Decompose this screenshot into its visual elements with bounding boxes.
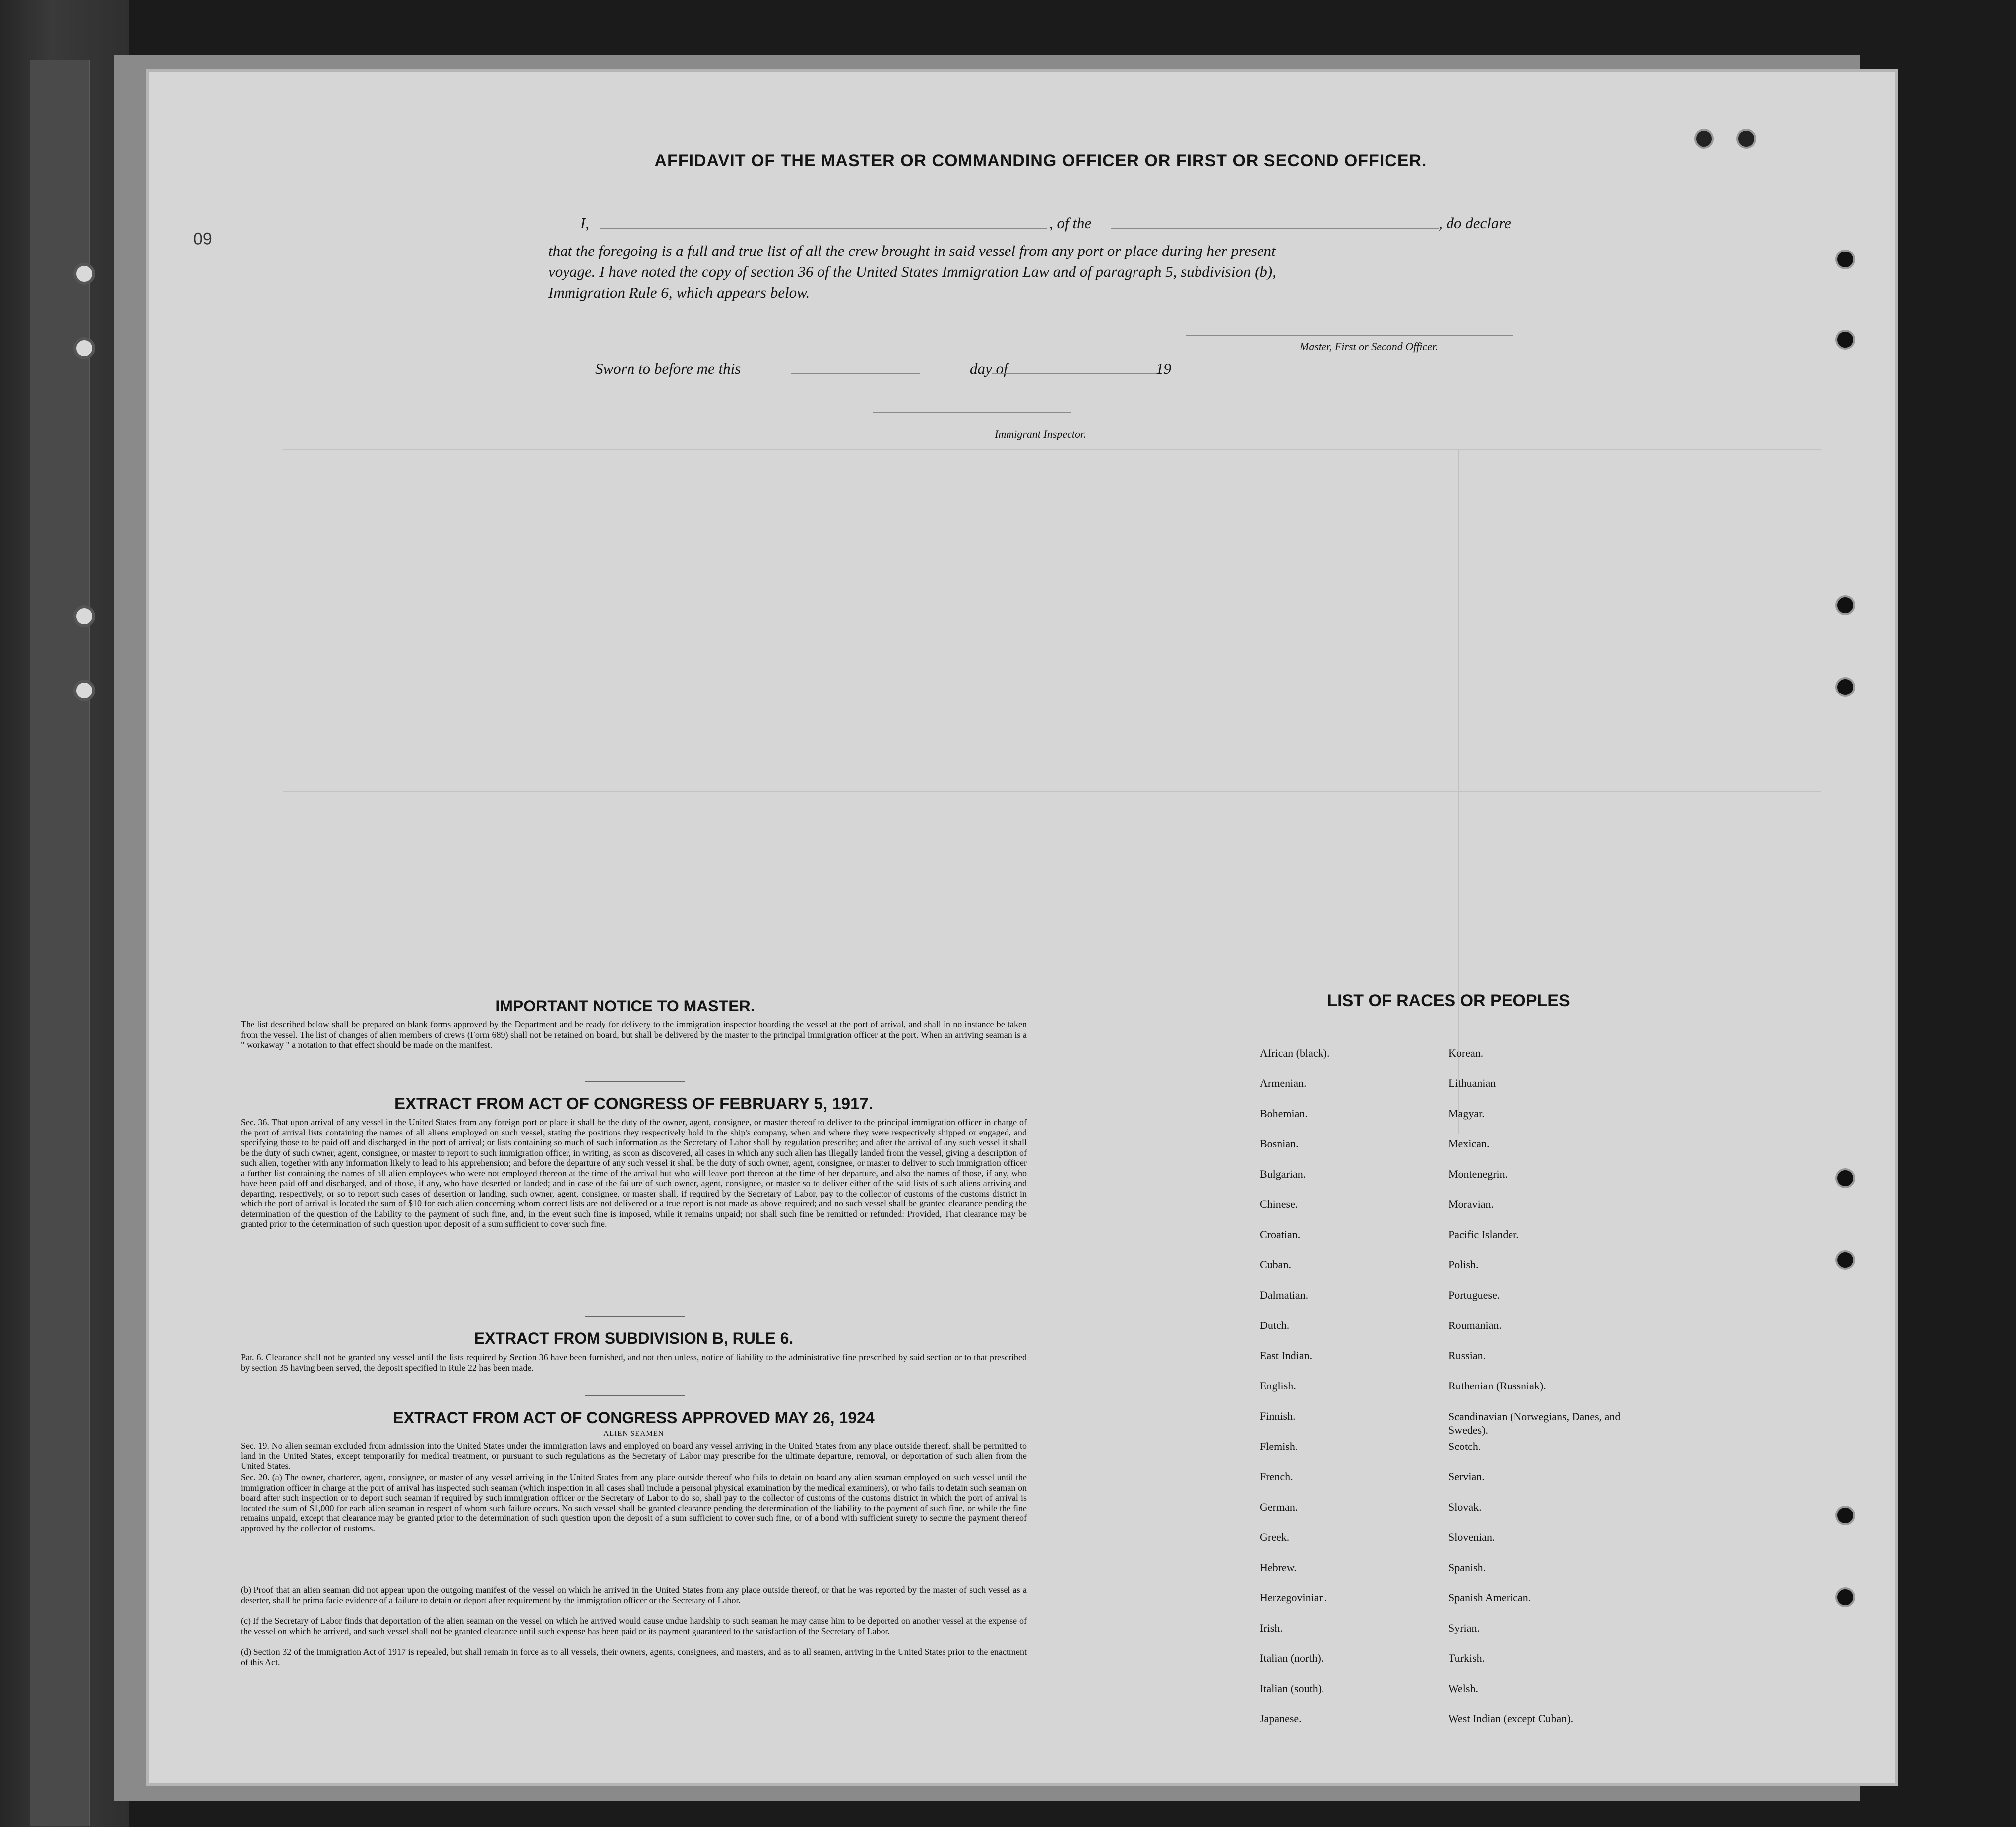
affidavit-line-2: voyage. I have noted the copy of section 36 of the United States Immigration Law and of paragraph 5, subdivision (b), [548,263,1276,280]
extract-1924-sec20a: Sec. 20. (a) The owner, charterer, agent, consignee, or master of any vessel arriving in the United States from any place outside thereof who fails to detain on board any alien seaman employed on such vessel until the immigration officer in charge at the port of arrival has inspected such seaman (which inspection in all cases shall include a personal physical examination by the medical examiners), or who fails to detain such seaman on board after such inspection or to deport such seaman if required by such immigration officer or the Secretary of Labor to do so, shall pay to the collector of customs of the customs district in which the port of arrival is located the sum of $1,000 for each alien seaman in respect of whom such failure occurs. No such vessel shall be granted clearance pending the determination of the liability to the payment of such fine, or while the fine remains unpaid, except that clearance may be granted prior to the determination of such question upon the deposit of a sum sufficient to cover such fine, or of a bond with sufficient surety to secure the payment thereof approved by the collector of customs. [241,1472,1027,1533]
race-item: Korean. [1449,1047,1484,1059]
race-item: West Indian (except Cuban). [1449,1712,1574,1725]
race-item: English. [1260,1380,1296,1392]
sworn-label: Sworn to before me this [595,360,741,377]
inspector-label: Immigrant Inspector. [995,428,1086,440]
race-item: Polish. [1449,1259,1479,1271]
divider [585,1395,685,1396]
race-item: Dalmatian. [1260,1289,1309,1301]
punch-hole [1835,250,1855,269]
extract-1917-title: EXTRACT FROM ACT OF CONGRESS OF FEBRUARY 5, 1917. [394,1094,874,1113]
race-item: Servian. [1449,1470,1485,1483]
extract-1924-sec20d: (d) Section 32 of the Immigration Act of 1917 is repealed, but shall remain in force as to all vessels, their owners, agents, consignees, and masters, and as to all seamen, arriving in the United States prior to the enactment of this Act. [241,1647,1027,1667]
race-item: Irish. [1260,1622,1283,1634]
race-item: Moravian. [1449,1198,1494,1210]
binder-hole [73,680,95,701]
race-item: East Indian. [1260,1349,1313,1362]
divider [585,1081,685,1082]
race-item: Welsh. [1449,1682,1478,1695]
race-item: French. [1260,1470,1293,1483]
sworn-day-blank[interactable] [791,373,920,374]
do-declare-label: , do declare [1439,214,1512,232]
race-item: Magyar. [1449,1107,1485,1120]
race-item: Scotch. [1449,1440,1481,1452]
race-item: Lithuanian [1449,1077,1496,1089]
race-item: Turkish. [1449,1652,1485,1664]
race-item: Flemish. [1260,1440,1298,1452]
extract-1924-title: EXTRACT FROM ACT OF CONGRESS APPROVED MAY 26, 1924 [393,1409,875,1427]
punch-hole [1835,1250,1855,1270]
extract-1917-body: Sec. 36. That upon arrival of any vessel in the United States from any foreign port or place it shall be the duty of the owner, agent, consignee, or master thereof to deliver to the principal immigration officer in charge of the port of arrival lists containing the names of all aliens employed on such vessel, stating the positions they respectively hold in the ship's company, when and where they were respectively shipped or engaged, and specifying those to be paid off and discharged in the port of arrival; or lists containing so much of such information as the Secretary of Labor shall by regulation prescribe; and after the arrival of any such vessel it shall be the duty of such owner, agent, consignee, or master to report to such immigration officer, in writing, as soon as discovered, all cases in which any such alien has illegally landed from the vessel, giving a description of such alien, together with any information likely to lead to his apprehension; and before the departure of any such vessel it shall be the duty of such owner, agent, consignee, or master to deliver to such immigration officer a further list containing the names of all alien employees who were not employed thereon at the time of the arrival but who will leave port thereon at the time of her departure, and also the names of those, if any, who have been paid off and discharged, and of those, if any, who have deserted or landed; and in case of the failure of such owner, agent, consignee, or master so to deliver either of the said lists of such aliens arriving and departing, respectively, or so to report such cases of desertion or landing, such owner, agent, consignee, or master shall, if required by the Secretary of Labor, pay to the collector of customs of the customs district in which the port of arrival is located the sum of $10 for each alien concerning whom correct lists are not delivered or a true report is not made as above required; and no such vessel shall be granted clearance pending the determination of the question of the liability to the payment of such fine, and, in the event such fine is imposed, while it remains unpaid; nor shall such fine be remitted or refunded: Provided, That clearance may be granted prior to the determination of such question upon deposit of a sum sufficient to cover such fine. [241,1117,1027,1229]
punch-hole [1835,330,1855,350]
extract-rule6-title: EXTRACT FROM SUBDIVISION B, RULE 6. [474,1329,794,1347]
divider [585,1316,685,1317]
affidavit-line-3: Immigration Rule 6, which appears below. [548,284,810,301]
race-item: Finnish. [1260,1410,1296,1422]
race-item: Italian (north). [1260,1652,1324,1664]
punch-hole [1835,595,1855,615]
inspector-signature-blank[interactable] [873,412,1071,413]
race-item: Pacific Islander. [1449,1228,1519,1241]
race-item: Scandinavian (Norwegians, Danes, and Swedes). [1449,1410,1621,1436]
race-item: Spanish American. [1449,1591,1531,1604]
punch-hole [1694,129,1714,149]
i-label: I, [580,214,590,232]
race-item: Mexican. [1449,1137,1490,1150]
race-item: Bosnian. [1260,1137,1299,1150]
page-number: 60 [193,229,212,248]
race-item: Russian. [1449,1349,1486,1362]
race-item: Japanese. [1260,1712,1302,1725]
race-item: Spanish. [1449,1561,1486,1574]
race-item: Syrian. [1449,1622,1480,1634]
punch-hole [1736,129,1756,149]
race-item: Roumanian. [1449,1319,1502,1331]
race-item: Croatian. [1260,1228,1301,1241]
punch-hole [1835,1587,1855,1607]
extract-rule6-body: Par. 6. Clearance shall not be granted any vessel until the lists required by Section 36 have been furnished, and not then unless, notice of liability to the administrative fine prescribed by said section or to that prescribed by section 35 having been served, the deposit specified in Rule 22 has been made. [241,1352,1027,1373]
race-item: Greek. [1260,1531,1290,1543]
notice-body: The list described below shall be prepared on blank forms approved by the Department and be ready for delivery to the immigration inspector boarding the vessel at the port of arrival, and shall in no instance be taken from the vessel. The list of changes of alien members of crews (Form 689) shall not be retained on board, but shall be delivered by the master to the principal immigration officer at the port. When an arriving seaman is a " workaway " a notation to that effect should be made on the manifest. [241,1019,1027,1050]
race-item: German. [1260,1501,1298,1513]
race-item: Portuguese. [1449,1289,1500,1301]
race-item: Chinese. [1260,1198,1298,1210]
notice-title: IMPORTANT NOTICE TO MASTER. [495,997,755,1015]
race-item: African (black). [1260,1047,1330,1059]
race-item: Montenegrin. [1449,1168,1508,1180]
vessel-blank[interactable] [1111,228,1439,229]
name-blank[interactable] [600,228,1047,229]
punch-hole [1835,677,1855,697]
races-title: LIST OF RACES OR PEOPLES [1327,991,1570,1010]
race-item: Slovak. [1449,1501,1482,1513]
race-item: Slovenian. [1449,1531,1495,1543]
extract-1924-subtitle: ALIEN SEAMEN [603,1430,664,1438]
race-item: Ruthenian (Russniak). [1449,1380,1546,1392]
binder-hole [73,337,95,359]
punch-hole [1835,1506,1855,1525]
race-item: Italian (south). [1260,1682,1324,1695]
master-signature-blank[interactable] [1186,335,1513,336]
affidavit-line-1: that the foregoing is a full and true list of all the crew brought in said vessel from any port or place during her present [548,242,1276,259]
binder-spine [0,0,129,1827]
race-item: Hebrew. [1260,1561,1297,1574]
sworn-month-blank[interactable] [992,373,1156,374]
of-the-label: , of the [1049,214,1092,232]
race-item: Cuban. [1260,1259,1291,1271]
extract-1924-sec19: Sec. 19. No alien seaman excluded from admission into the United States under the immigration laws and employed on board any vessel arriving in the United States from any place outside thereof, shall be permitted to land in the United States, except temporarily for medical treatment, or pursuant to such regulations as the Secretary of Labor may prescribe for the ultimate departure, removal, or deportation of such alien from the United States. [241,1441,1027,1471]
binder-strip [30,60,90,1826]
master-signature-label: Master, First or Second Officer. [1300,340,1438,353]
year-label: 19 [1156,360,1171,377]
race-item: Bulgarian. [1260,1168,1306,1180]
extract-1924-sec20c: (c) If the Secretary of Labor finds that deportation of the alien seaman on the vessel on which he arrived would cause undue hardship to such seaman he may cause him to be deported on another vessel at the expense of the vessel on which he arrived, and such vessel shall not be granted clearance until such expense has been paid or its payment guaranteed to the satisfaction of the Secretary of Labor. [241,1616,1027,1636]
race-item: Dutch. [1260,1319,1290,1331]
race-item: Bohemian. [1260,1107,1308,1120]
race-item: Herzegovinian. [1260,1591,1327,1604]
punch-hole [1835,1168,1855,1188]
binder-hole [73,263,95,285]
affidavit-title: AFFIDAVIT OF THE MASTER OR COMMANDING OFFICER OR FIRST OR SECOND OFFICER. [654,151,1427,170]
race-item: Armenian. [1260,1077,1307,1089]
binder-hole [73,605,95,627]
extract-1924-sec20b: (b) Proof that an alien seaman did not appear upon the outgoing manifest of the vessel on which he arrived in the United States from any place outside thereof, or that he was reported by the master of such vessel as a deserter, shall be prima facie evidence of a failure to detain or deport after requirement by the immigration officer or the Secretary of Labor. [241,1585,1027,1605]
day-of-label: day of [970,360,1008,377]
